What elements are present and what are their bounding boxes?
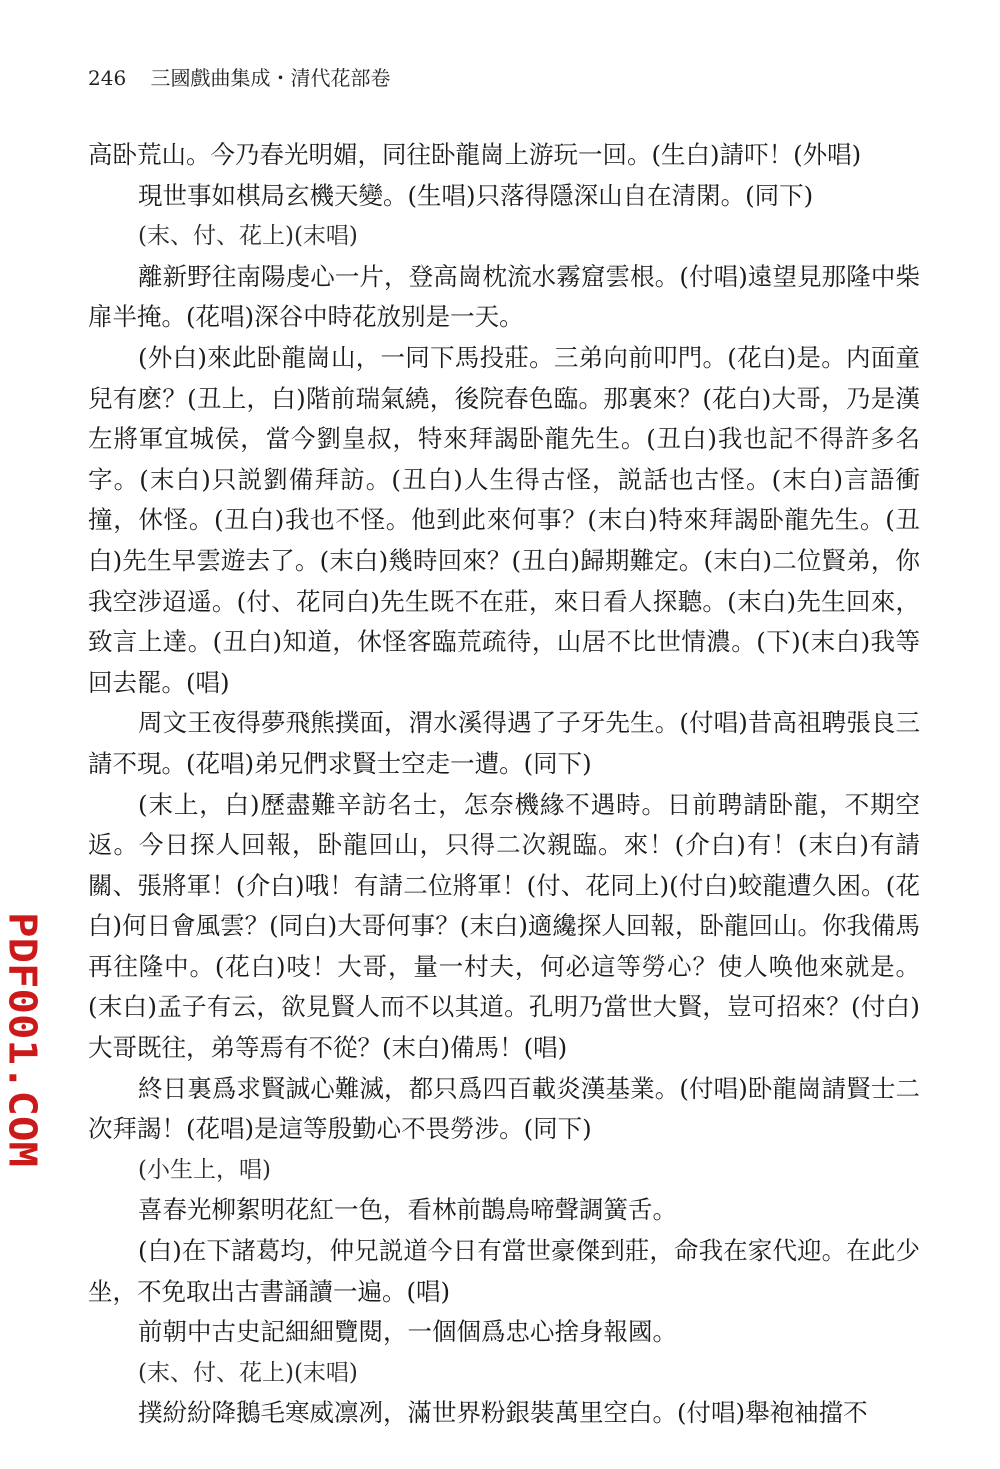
watermark-graphic [0, 912, 48, 1167]
paragraph: 高卧荒山。今乃春光明媚，同往卧龍崗上游玩一回。(生白)請吓！(外唱) [88, 140, 862, 169]
running-title: 三國戲曲集成・清代花部卷 [150, 66, 391, 90]
paragraph: 撲紛紛降鵝毛寒威凛冽，滿世界粉銀裝萬里空白。(付唱)舉袍袖擋不 [138, 1398, 868, 1428]
paragraph: (白)在下諸葛均，仲兄説道今日有當世豪傑到莊，命我在家代迎。在此少坐，不免取出古書誦讀一遍。(唱) [88, 1236, 920, 1306]
body-text [88, 135, 920, 1434]
page-number: 246 [88, 66, 127, 90]
stage-direction: (末、付、花上)(末唱) [138, 223, 358, 250]
paragraph: 離新野往南陽虔心一片，登高崗枕流水霧窟雲根。(付唱)遠望見那隆中柴扉半掩。(花唱)深谷中時花放别是一天。 [88, 261, 920, 332]
paragraph: 喜春光柳絮明花紅一色，看林前鵲鳥啼聲調簧舌。 [138, 1195, 677, 1225]
paragraph: (外白)來此卧龍崗山，一同下馬投莊。三弟向前叩門。(花白)是。内面童兒有麽？(丑上，白)階前瑞氣繞，後院春色臨。那裏來？(花白)大哥，乃是漢左將軍宜城侯，當今劉皇叔，特來拜謁卧龍先生。(丑白)我也記不得許多名字。(末白)只説劉備拜訪。(丑白)人生得古怪，説話也古怪。(末白)言語衝撞，休怪。(丑白)我也不怪。他到此來何事？(末白)特來拜謁卧龍先生。(丑白)先生早雲遊去了。(末白)幾時回來？(丑白)歸期難定。(末白)二位賢弟，你我空涉迢遥。(付、花同白)先生既不在莊，來日看人探聽。(末白)先生回來，致言上達。(丑白)知道，休怪客臨荒疏待，山居不比世情濃。(下)(末白)我等回去罷。(唱) [88, 342, 920, 697]
paragraph: 前朝中古史記細細覽閱，一個個爲忠心捨身報國。 [138, 1317, 677, 1347]
paragraph: 周文王夜得夢飛熊撲面，渭水溪得遇了子牙先生。(付唱)昔高祖聘張良三請不現。(花唱)弟兄們求賢士空走一遭。(同下) [88, 708, 920, 778]
paragraph: (末上，白)歷盡難辛訪名士，怎奈機緣不遇時。日前聘請卧龍，不期空返。今日探人回報，卧龍回山，只得二次親臨。來！(介白)有！(末白)有請關、張將軍！(介白)哦！有請二位將軍！(付、花同上)(付白)蛟龍遭久困。(花白)何日會風雲？(同白)大哥何事？(末白)適纔探人回報，卧龍回山。你我備馬再往隆中。(花白)吱！大哥，量一村夫，何必這等勞心？使人唤他來就是。(末白)孟子有云，欲見賢人而不以其道。孔明乃當世大賢，豈可招來？(付白)大哥既往，弟等焉有不從？(末白)備馬！(唱) [88, 789, 920, 1063]
stage-direction: (末、付、花上)(末唱) [138, 1359, 358, 1386]
watermark [0, 912, 48, 1167]
stage-direction: (小生上，唱) [138, 1156, 271, 1183]
paragraph: 現世事如棋局玄機天變。(生唱)只落得隱深山自在清閑。(同下) [138, 180, 814, 210]
page-header [88, 62, 391, 91]
watermark-text: PDF001.COM [0, 912, 45, 1141]
paragraph: 終日裏爲求賢誠心難滅，都只爲四百載炎漢基業。(付唱)卧龍崗請賢士二次拜謁！(花唱)是這等殷勤心不畏勞涉。(同下) [88, 1073, 920, 1144]
